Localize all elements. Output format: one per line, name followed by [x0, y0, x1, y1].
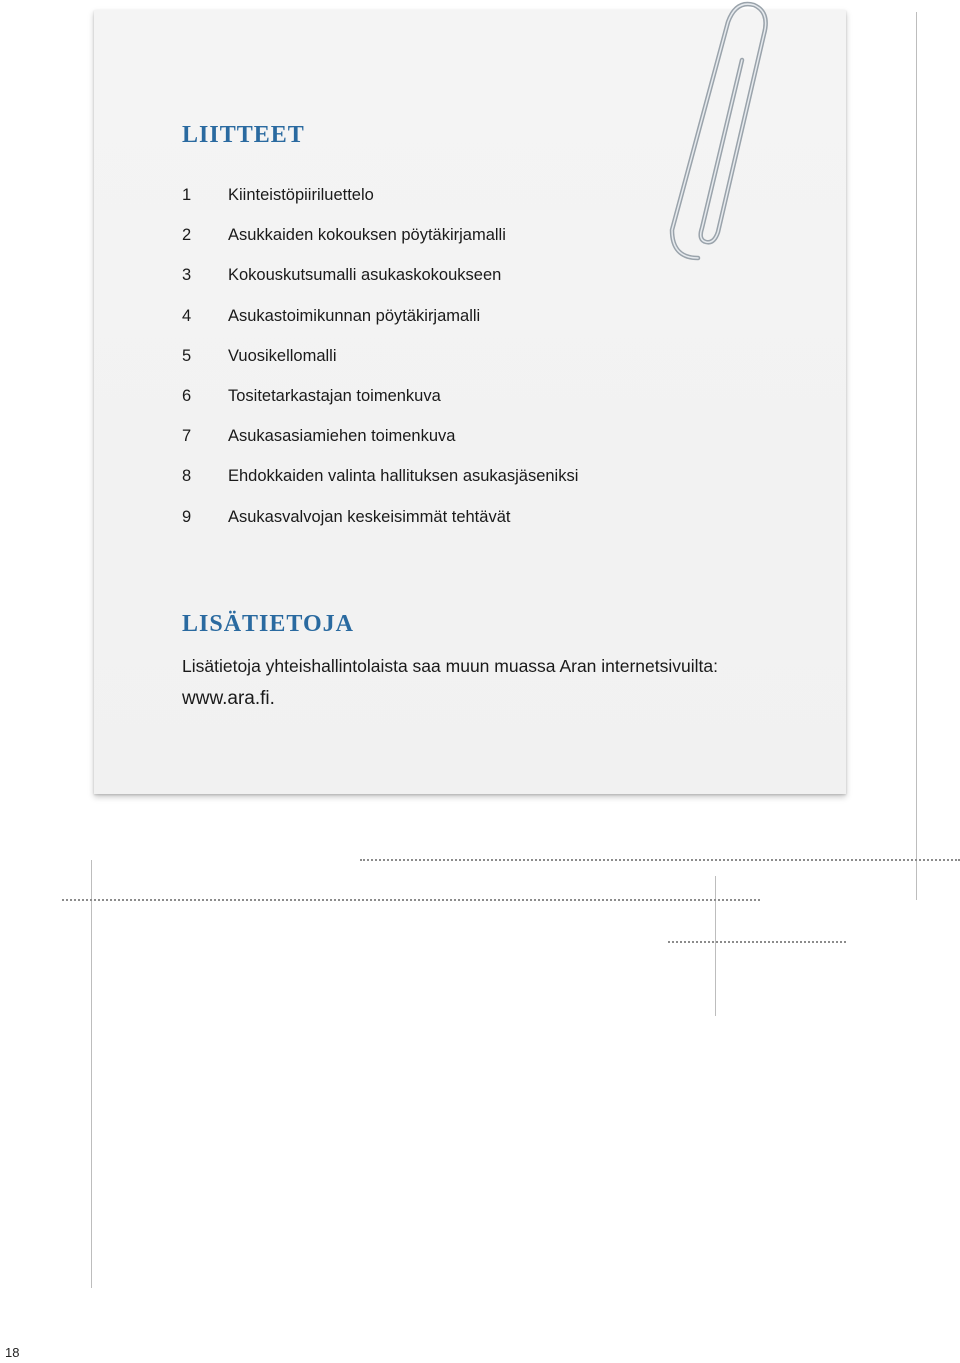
attachments-heading: LIITTEET: [182, 122, 305, 148]
item-label: Kiinteistöpiiriluettelo: [228, 186, 374, 204]
item-label: Kokouskutsumalli asukaskokoukseen: [228, 266, 502, 285]
dotted-divider: [668, 941, 846, 943]
item-number: 1: [182, 186, 192, 204]
paperclip-icon: [660, 0, 780, 270]
list-item: [182, 186, 578, 226]
item-number: 4: [182, 306, 192, 325]
list-item: [182, 266, 578, 306]
list-item: [182, 307, 578, 347]
item-label: Vuosikellomalli: [228, 346, 337, 365]
item-number: 2: [182, 226, 192, 245]
attachments-list: [182, 186, 578, 548]
divider-vertical: [715, 876, 716, 1016]
list-item: [182, 508, 578, 548]
item-label: Asukkaiden kokouksen pöytäkirjamalli: [228, 226, 506, 245]
page-number: 18: [5, 1345, 20, 1360]
more-info-text: Lisätietoja yhteishallintolaista saa muun muassa Aran internetsivuilta:: [182, 656, 718, 676]
dotted-divider: [360, 859, 960, 861]
list-item: [182, 226, 578, 266]
item-number: 6: [182, 386, 192, 405]
item-label: Ehdokkaiden valinta hallituksen asukasjäseniksi: [228, 467, 579, 486]
list-item: [182, 427, 578, 467]
item-number: 7: [182, 427, 192, 446]
item-number: 8: [182, 467, 192, 486]
item-label: Asukasvalvojan keskeisimmät tehtävät: [228, 507, 511, 526]
divider-vertical: [91, 860, 92, 1288]
divider-vertical: [916, 12, 917, 900]
list-item: [182, 387, 578, 427]
item-label: Asukastoimikunnan pöytäkirjamalli: [228, 306, 481, 325]
item-label: Asukasasiamiehen toimenkuva: [228, 427, 456, 446]
list-item: [182, 467, 578, 507]
list-item: [182, 347, 578, 387]
item-label: Tositetarkastajan toimenkuva: [228, 386, 441, 405]
more-info-heading: LISÄTIETOJA: [182, 611, 354, 637]
item-number: 5: [182, 346, 192, 365]
dotted-divider: [62, 899, 760, 901]
website-link[interactable]: www.ara.fi.: [182, 688, 275, 709]
item-number: 3: [182, 266, 192, 285]
item-number: 9: [182, 507, 192, 526]
